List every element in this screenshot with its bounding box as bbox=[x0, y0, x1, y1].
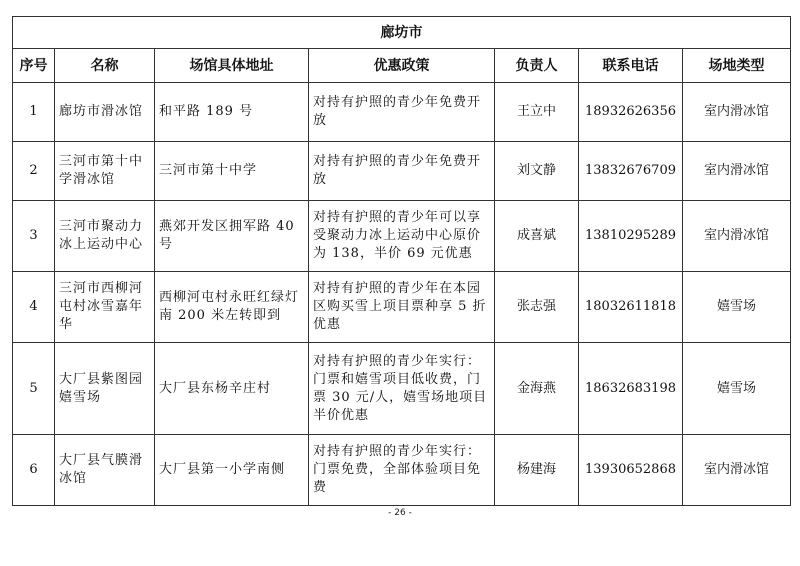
cell-venue-type: 室内滑冰馆 bbox=[683, 142, 791, 201]
cell-name: 大厂县气膜滑冰馆 bbox=[55, 435, 155, 506]
cell-index: 1 bbox=[13, 83, 55, 142]
cell-policy: 对持有护照的青少年可以享受聚动力冰上运动中心原价为 138，半价 69 元优惠 bbox=[309, 201, 495, 272]
cell-phone: 18932626356 bbox=[579, 83, 683, 142]
cell-name: 三河市西柳河屯村冰雪嘉年华 bbox=[55, 272, 155, 343]
cell-policy: 对持有护照的青少年实行：门票免费，全部体验项目免费 bbox=[309, 435, 495, 506]
header-name: 名称 bbox=[55, 49, 155, 83]
header-policy: 优惠政策 bbox=[309, 49, 495, 83]
table-header-row bbox=[13, 49, 791, 83]
cell-address: 三河市第十中学 bbox=[155, 142, 309, 201]
cell-contact-person: 金海燕 bbox=[495, 343, 579, 435]
cell-phone: 18032611818 bbox=[579, 272, 683, 343]
cell-address: 西柳河屯村永旺红绿灯南 200 米左转即到 bbox=[155, 272, 309, 343]
cell-policy: 对持有护照的青少年免费开放 bbox=[309, 142, 495, 201]
cell-venue-type: 室内滑冰馆 bbox=[683, 435, 791, 506]
table-row bbox=[13, 142, 791, 201]
cell-venue-type: 嬉雪场 bbox=[683, 343, 791, 435]
table-title: 廊坊市 bbox=[13, 17, 791, 49]
cell-phone: 18632683198 bbox=[579, 343, 683, 435]
cell-name: 廊坊市滑冰馆 bbox=[55, 83, 155, 142]
cell-index: 5 bbox=[13, 343, 55, 435]
cell-phone: 13832676709 bbox=[579, 142, 683, 201]
cell-address: 和平路 189 号 bbox=[155, 83, 309, 142]
cell-name: 三河市聚动力冰上运动中心 bbox=[55, 201, 155, 272]
cell-venue-type: 室内滑冰馆 bbox=[683, 201, 791, 272]
venue-table bbox=[12, 16, 791, 506]
cell-index: 2 bbox=[13, 142, 55, 201]
cell-address: 大厂县第一小学南侧 bbox=[155, 435, 309, 506]
table-row bbox=[13, 343, 791, 435]
page-number: - 26 - bbox=[388, 508, 412, 518]
cell-name: 三河市第十中学滑冰馆 bbox=[55, 142, 155, 201]
cell-index: 4 bbox=[13, 272, 55, 343]
cell-policy: 对持有护照的青少年实行：门票和嬉雪项目低收费，门票 30 元/人，嬉雪场地项目半价优惠 bbox=[309, 343, 495, 435]
header-venue-type: 场地类型 bbox=[683, 49, 791, 83]
header-contact-person: 负责人 bbox=[495, 49, 579, 83]
cell-index: 6 bbox=[13, 435, 55, 506]
cell-index: 3 bbox=[13, 201, 55, 272]
cell-phone: 13810295289 bbox=[579, 201, 683, 272]
cell-contact-person: 刘文静 bbox=[495, 142, 579, 201]
cell-venue-type: 嬉雪场 bbox=[683, 272, 791, 343]
table-title-row bbox=[13, 17, 791, 49]
table-row bbox=[13, 272, 791, 343]
table-row bbox=[13, 435, 791, 506]
cell-contact-person: 王立中 bbox=[495, 83, 579, 142]
cell-phone: 13930652868 bbox=[579, 435, 683, 506]
header-index: 序号 bbox=[13, 49, 55, 83]
cell-contact-person: 杨建海 bbox=[495, 435, 579, 506]
cell-policy: 对持有护照的青少年免费开放 bbox=[309, 83, 495, 142]
header-phone: 联系电话 bbox=[579, 49, 683, 83]
table-row bbox=[13, 201, 791, 272]
cell-address: 燕郊开发区拥军路 40 号 bbox=[155, 201, 309, 272]
cell-policy: 对持有护照的青少年在本园区购买雪上项目票种享 5 折优惠 bbox=[309, 272, 495, 343]
cell-contact-person: 成喜斌 bbox=[495, 201, 579, 272]
cell-address: 大厂县东杨辛庄村 bbox=[155, 343, 309, 435]
header-address: 场馆具体地址 bbox=[155, 49, 309, 83]
cell-contact-person: 张志强 bbox=[495, 272, 579, 343]
cell-venue-type: 室内滑冰馆 bbox=[683, 83, 791, 142]
cell-name: 大厂县紫图园嬉雪场 bbox=[55, 343, 155, 435]
table-row bbox=[13, 83, 791, 142]
